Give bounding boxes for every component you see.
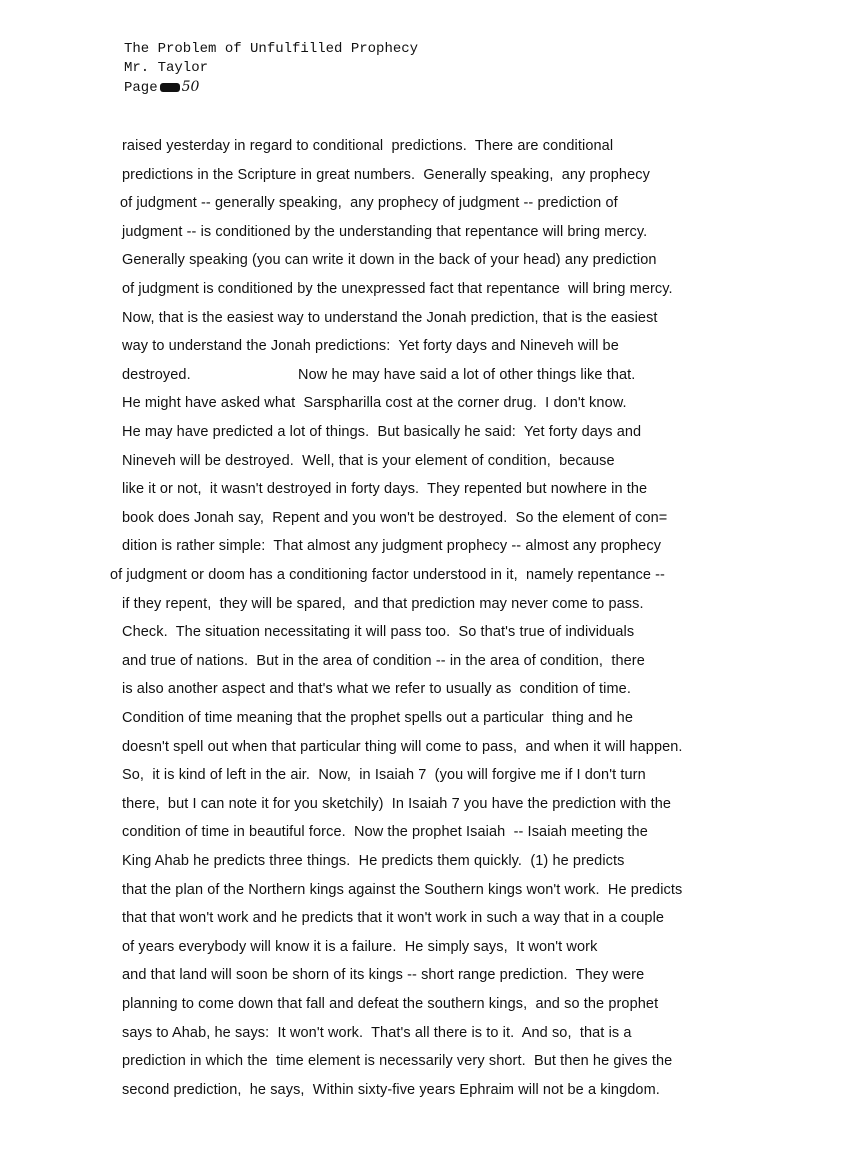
- text-line: if they repent, they will be spared, and that prediction may never come to pass.: [122, 595, 644, 612]
- page-header: [124, 40, 418, 98]
- text-line: Now, that is the easiest way to understand the Jonah prediction, that is the easiest: [122, 309, 658, 326]
- text-line: book does Jonah say, Repent and you won't be destroyed. So the element of con=: [122, 509, 668, 526]
- text-line: Condition of time meaning that the prophet spells out a particular thing and he: [122, 710, 633, 726]
- text-line: Check. The situation necessitating it will pass too. So that's true of individuals: [122, 624, 635, 641]
- text-line: says to Ahab, he says: It won't work. That's all there is to it. And so, that is a: [122, 1024, 632, 1041]
- text-line: Nineveh will be destroyed. Well, that is your element of condition, because: [122, 452, 615, 469]
- page-number: 50: [181, 79, 200, 95]
- text-line: King Ahab he predicts three things. He predicts them quickly. (1) he predicts: [122, 853, 625, 869]
- text-line: raised yesterday in regard to conditional predictions. There are conditional: [122, 138, 614, 154]
- text-line: like it or not, it wasn't destroyed in forty days. They repented but nowhere in the: [122, 481, 648, 498]
- text-line: predictions in the Scripture in great numbers. Generally speaking, any prophecy: [122, 166, 650, 183]
- text-line: destroyed. Now he may have said a lot of other things like that.: [122, 366, 636, 383]
- text-line: of judgment or doom has a conditioning factor understood in it, namely repentance --: [110, 567, 665, 583]
- text-line: judgment -- is conditioned by the understanding that repentance will bring mercy.: [122, 223, 648, 240]
- text-line: that the plan of the Northern kings against the Southern kings won't work. He predicts: [122, 881, 683, 898]
- text-line: planning to come down that fall and defeat the southern kings, and so the prophet: [122, 996, 659, 1012]
- text-line: doesn't spell out when that particular thing will come to pass, and when it will happen.: [122, 738, 683, 755]
- document-title: The Problem of Unfulfilled Prophecy: [124, 41, 419, 57]
- text-line: and that land will soon be shorn of its kings -- short range prediction. They were: [122, 967, 645, 984]
- text-line: He may have predicted a lot of things. But basically he said: Yet forty days and: [122, 424, 642, 440]
- text-line: dition is rather simple: That almost any judgment prophecy -- almost any prophecy: [122, 538, 662, 555]
- text-line: of judgment is conditioned by the unexpressed fact that repentance will bring mercy.: [122, 281, 673, 297]
- text-line: there, but I can note it for you sketchily) In Isaiah 7 you have the prediction with the: [122, 795, 672, 812]
- page-indicator: [124, 78, 418, 98]
- text-line: second prediction, he says, Within sixty-five years Ephraim will not be a kingdom.: [122, 1081, 660, 1098]
- scribble-mark: [160, 83, 180, 92]
- text-line: Generally speaking (you can write it down in the back of your head) any prediction: [122, 252, 657, 269]
- text-line: and true of nations. But in the area of condition -- in the area of condition, there: [122, 652, 645, 669]
- page-label: Page: [124, 80, 158, 96]
- text-line: way to understand the Jonah predictions: Yet forty days and Nineveh will be: [122, 338, 619, 355]
- text-line: is also another aspect and that's what we refer to usually as condition of time.: [122, 681, 631, 698]
- text-line: that that won't work and he predicts that it won't work in such a way that in a couple: [122, 910, 665, 927]
- text-line: He might have asked what Sarspharilla cost at the corner drug. I don't know.: [122, 395, 627, 412]
- text-line: condition of time in beautiful force. Now the prophet Isaiah -- Isaiah meeting the: [122, 824, 648, 841]
- text-line: of years everybody will know it is a failure. He simply says, It won't work: [122, 938, 598, 955]
- text-line: of judgment -- generally speaking, any prophecy of judgment -- prediction of: [120, 195, 618, 212]
- text-line: So, it is kind of left in the air. Now, in Isaiah 7 (you will forgive me if I don't turn: [122, 767, 646, 784]
- text-line: prediction in which the time element is necessarily very short. But then he gives the: [122, 1053, 673, 1070]
- author-name: Mr. Taylor: [124, 60, 209, 76]
